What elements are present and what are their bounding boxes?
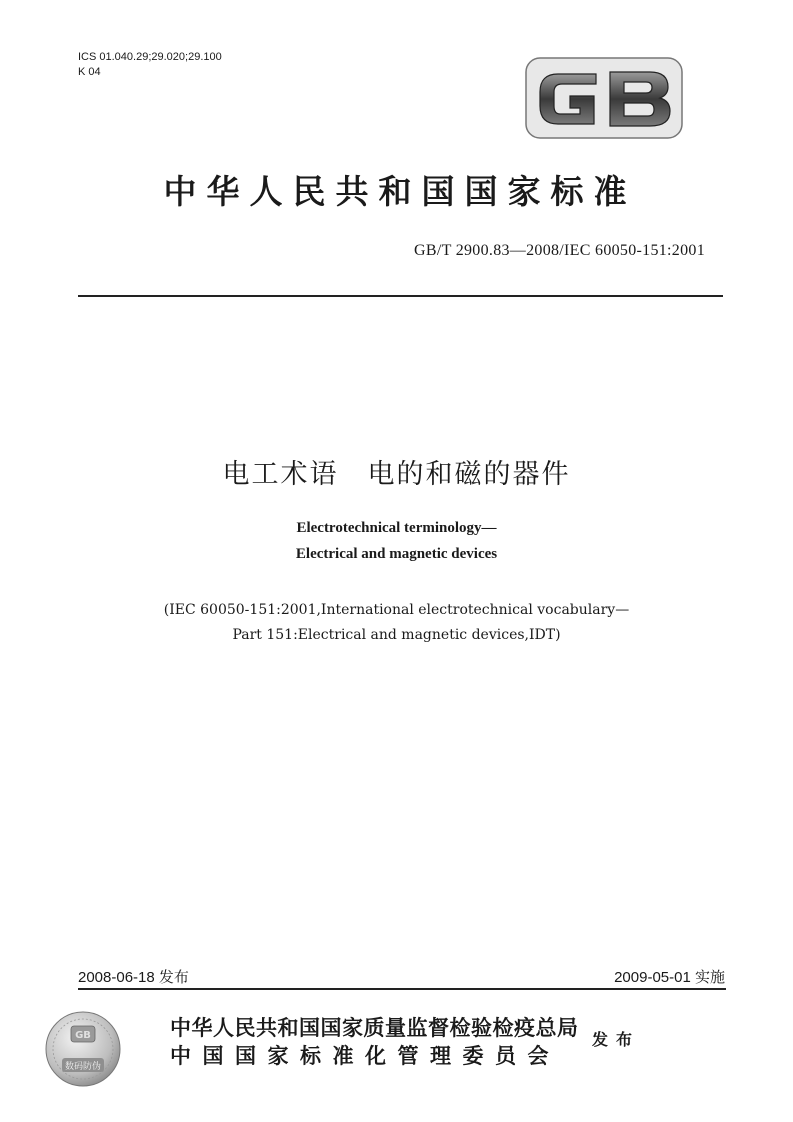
issue-date: 2008-06-18 发布 (78, 969, 189, 986)
title-chinese: 电工术语 电的和磁的器件 (222, 459, 571, 490)
seal-logo-text: GB (75, 1030, 91, 1041)
publisher-aqsiq: 中华人民共和国国家质量监督检验检疫总局 (170, 1016, 579, 1040)
standard-number: GB/T 2900.83—2008/IEC 60050-151:2001 (414, 242, 705, 259)
publish-label: 发布 (592, 1030, 641, 1049)
gb-logo (524, 56, 684, 140)
divider-top (78, 295, 723, 297)
national-standard-heading: 中华人民共和国国家标准 (163, 172, 637, 211)
classification-codes (78, 50, 222, 80)
equivalent-standard-line2: Part 151:Electrical and magnetic devices,IDT) (232, 627, 561, 643)
seal-text: 数码防伪 (64, 1062, 102, 1072)
implementation-date: 2009-05-01 实施 (614, 969, 725, 986)
equivalent-standard-line1: (IEC 60050-151:2001,International electrotechnical vocabulary— (163, 602, 630, 618)
title-english-line2: Electrical and magnetic devices (295, 546, 498, 562)
anti-counterfeit-seal (44, 1010, 122, 1088)
publisher-sac: 中国国家标准化管理委员会 (170, 1044, 560, 1068)
ics-code: ICS 01.040.29;29.020;29.100 (78, 51, 222, 63)
ccs-code: K 04 (78, 66, 101, 78)
divider-bottom (78, 988, 726, 990)
title-english-line1: Electrotechnical terminology— (296, 520, 497, 536)
